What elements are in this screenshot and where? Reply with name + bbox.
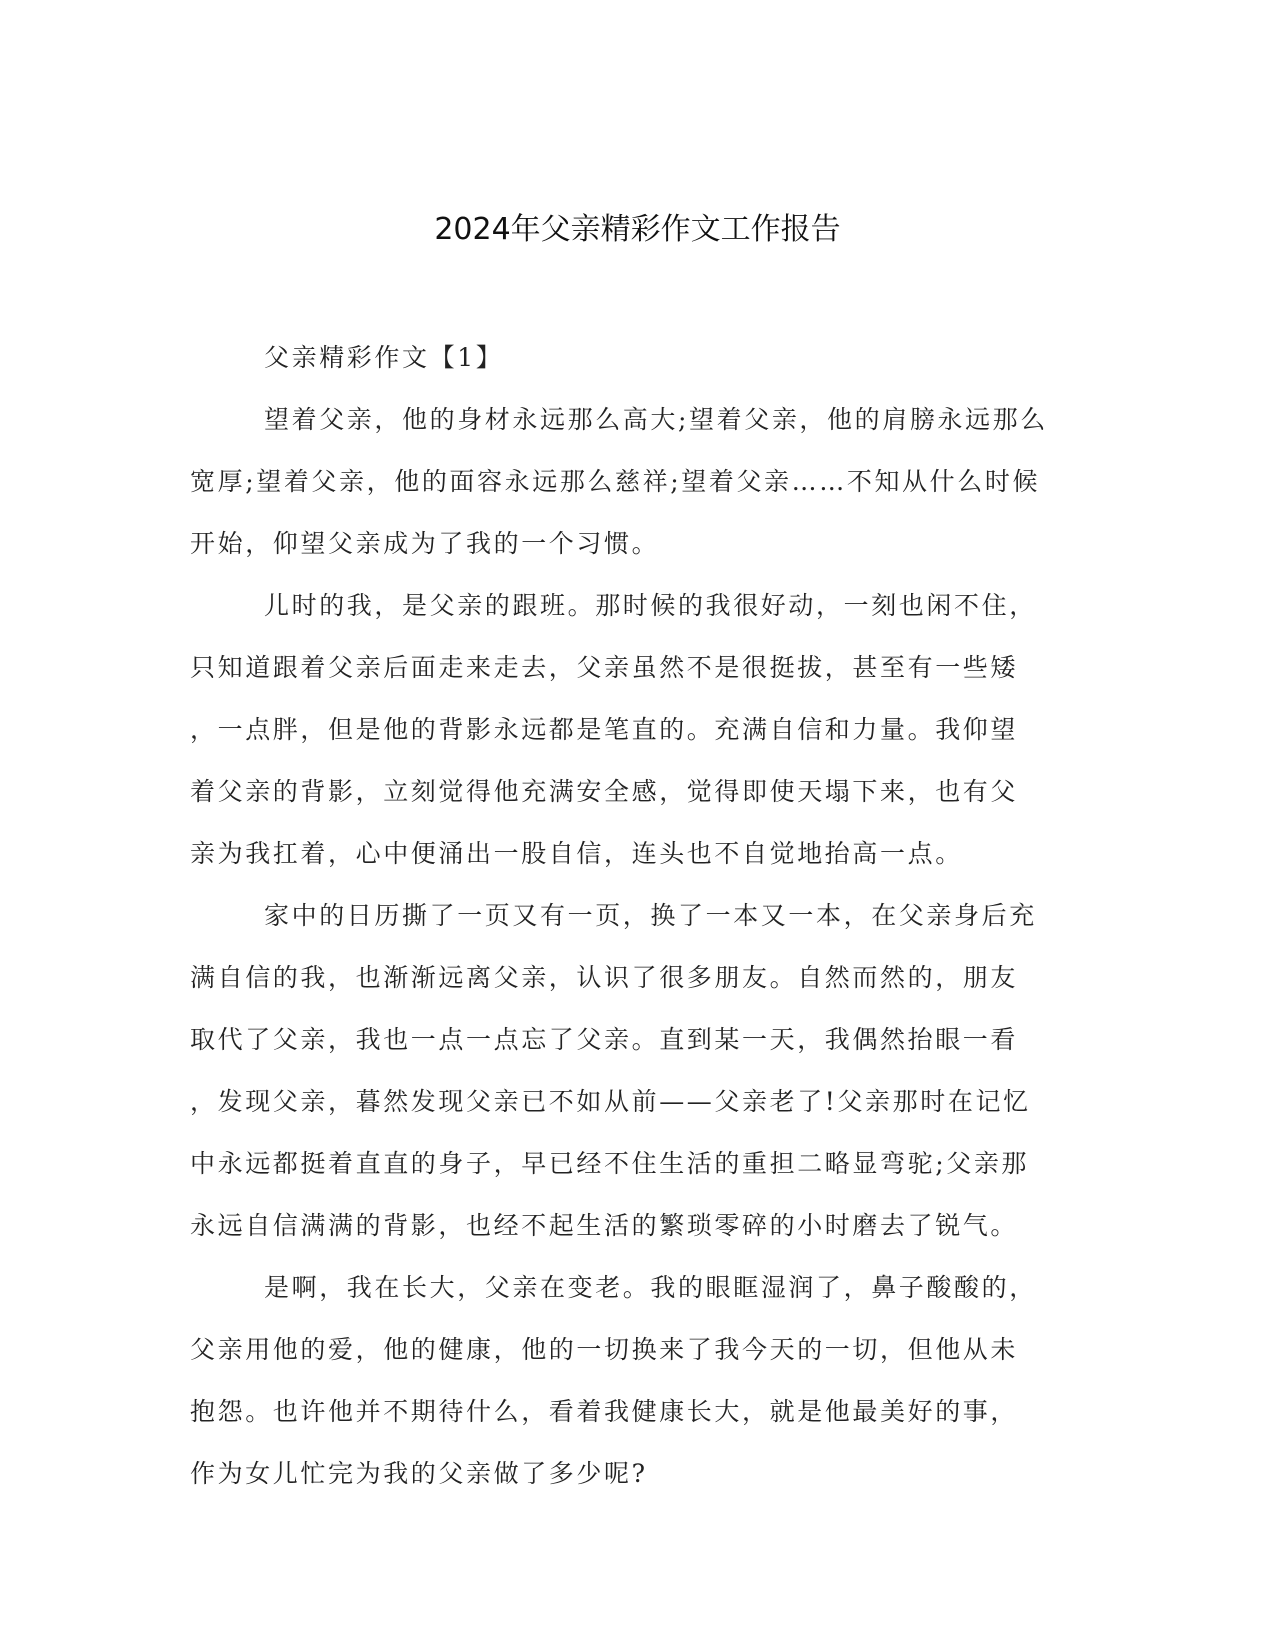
text-line: 是啊，我在长大，父亲在变老。我的眼眶湿润了，鼻子酸酸的， — [264, 1273, 1037, 1302]
text-line: 取代了父亲，我也一点一点忘了父亲。直到某一天，我偶然抬眼一看 — [190, 1025, 1019, 1054]
text-line: 永远自信满满的背影，也经不起生活的繁琐零碎的小时磨去了锐气。 — [190, 1211, 1019, 1240]
document-title: 2024年父亲精彩作文工作报告 — [434, 212, 841, 247]
text-line: 亲为我扛着，心中便涌出一股自信，连头也不自觉地抬高一点。 — [190, 839, 963, 868]
text-line: 家中的日历撕了一页又有一页，换了一本又一本，在父亲身后充 — [264, 901, 1037, 930]
text-line: 望着父亲，他的身材永远那么高大;望着父亲，他的肩膀永远那么 — [264, 405, 1048, 434]
text-line: 作为女儿忙完为我的父亲做了多少呢? — [190, 1459, 648, 1488]
text-line: ，发现父亲，暮然发现父亲已不如从前——父亲老了!父亲那时在记忆 — [190, 1087, 1031, 1116]
text-line: 开始，仰望父亲成为了我的一个习惯。 — [190, 529, 660, 558]
text-line: ，一点胖，但是他的背影永远都是笔直的。充满自信和力量。我仰望 — [190, 715, 1019, 744]
text-line: 着父亲的背影，立刻觉得他充满安全感，觉得即使天塌下来，也有父 — [190, 777, 1019, 806]
text-line: 抱怨。也许他并不期待什么，看着我健康长大，就是他最美好的事， — [190, 1397, 1019, 1426]
text-line: 父亲用他的爱，他的健康，他的一切换来了我今天的一切，但他从未 — [190, 1335, 1019, 1364]
text-line: 中永远都挺着直直的身子，早已经不住生活的重担二略显弯驼;父亲那 — [190, 1149, 1030, 1178]
text-line: 儿时的我，是父亲的跟班。那时候的我很好动，一刻也闲不住， — [264, 591, 1037, 620]
text-line: 只知道跟着父亲后面走来走去，父亲虽然不是很挺拔，甚至有一些矮 — [190, 653, 1019, 682]
text-line: 父亲精彩作文【1】 — [264, 343, 504, 372]
text-line: 满自信的我，也渐渐远离父亲，认识了很多朋友。自然而然的，朋友 — [190, 963, 1019, 992]
text-line: 宽厚;望着父亲，他的面容永远那么慈祥;望着父亲……不知从什么时候 — [190, 467, 1041, 496]
document-body — [190, 327, 1095, 1505]
